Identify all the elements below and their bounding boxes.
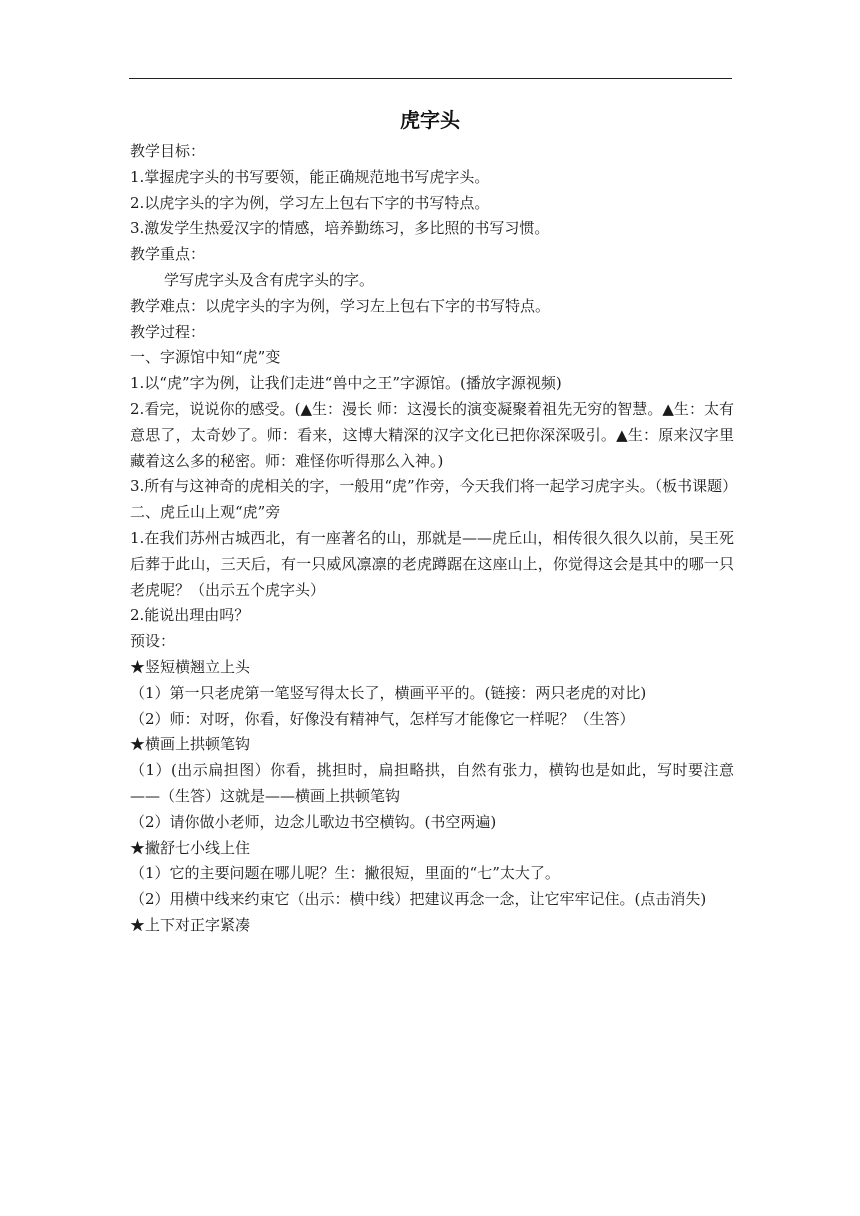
sub-item: （1）它的主要问题在哪儿呢？生：撇很短，里面的“七”太大了。	[130, 864, 560, 883]
sub-item: （2）用横中线来约束它（出示：横中线）把建议再念一念，让它牢牢记住。(点击消失)	[130, 890, 707, 909]
sub-item: （1）第一只老虎第一笔竖写得太长了，横画平平的。(链接：两只老虎的对比)	[130, 683, 647, 702]
process-item: 2.能说出理由吗？	[130, 606, 250, 625]
difficult-point-text: 教学难点：以虎字头的字为例，学习左上包右下字的书写特点。	[130, 296, 551, 315]
star-heading: ★撇舒七小线上住	[130, 838, 251, 857]
sub-item: （1）(出示扁担图）你看，挑担时，扁担略拱，自然有张力，横钩也是如此，写时要注意——（生答）这就是——横画上拱顿笔钩	[130, 761, 734, 805]
header-rule	[129, 78, 732, 79]
section-heading-process: 教学过程：	[130, 322, 206, 341]
document-title: 虎字头	[400, 108, 460, 132]
part-heading-one: 一、字源馆中知“虎”变	[130, 348, 281, 367]
goal-item: 3.激发学生热爱汉字的情感，培养勤练习，多比照的书写习惯。	[130, 219, 550, 238]
section-heading-goals: 教学目标：	[130, 142, 206, 160]
document-body	[130, 139, 738, 939]
preset-label: 预设：	[130, 632, 176, 651]
goal-item: 2.以虎字头的字为例，学习左上包右下字的书写特点。	[130, 193, 490, 212]
process-item: 2.看完，说说你的感受。(▲生：漫长 师：这漫长的演变凝聚着祖先无穷的智慧。▲生：太有意思了，太奇妙了。师：看来，这博大精深的汉字文化已把你深深吸引。▲生：原来汉字里藏着这么多的秘密。师：难怪你听得那么入神。)	[130, 399, 734, 470]
key-point-text: 学写虎字头及含有虎字头的字。	[164, 270, 375, 289]
sub-item: （2）师：对呀，你看，好像没有精神气，怎样写才能像它一样呢？（生答）	[130, 709, 635, 728]
star-heading: ★上下对正字紧凑	[130, 915, 251, 934]
process-item: 3.所有与这神奇的虎相关的字，一般用“虎”作旁，今天我们将一起学习虎字头。（板书课题）	[130, 477, 738, 496]
part-heading-two: 二、虎丘山上观“虎”旁	[130, 503, 281, 522]
section-heading-key-points: 教学重点：	[130, 245, 206, 264]
star-heading: ★竖短横翘立上头	[130, 657, 251, 676]
star-heading: ★横画上拱顿笔钩	[130, 735, 251, 754]
sub-item: （2）请你做小老师，边念儿歌边书空横钩。(书空两遍)	[130, 812, 497, 831]
process-item: 1.在我们苏州古城西北，有一座著名的山，那就是——虎丘山，相传很久很久以前，吴王死后葬于此山，三天后，有一只威风凛凛的老虎蹲踞在这座山上，你觉得这会是其中的哪一只老虎呢？（出示五个虎字头）	[130, 528, 734, 599]
goal-item: 1.掌握虎字头的书写要领，能正确规范地书写虎字头。	[130, 167, 490, 186]
process-item: 1.以“虎”字为例，让我们走进“兽中之王”字源馆。(播放字源视频)	[130, 374, 562, 393]
